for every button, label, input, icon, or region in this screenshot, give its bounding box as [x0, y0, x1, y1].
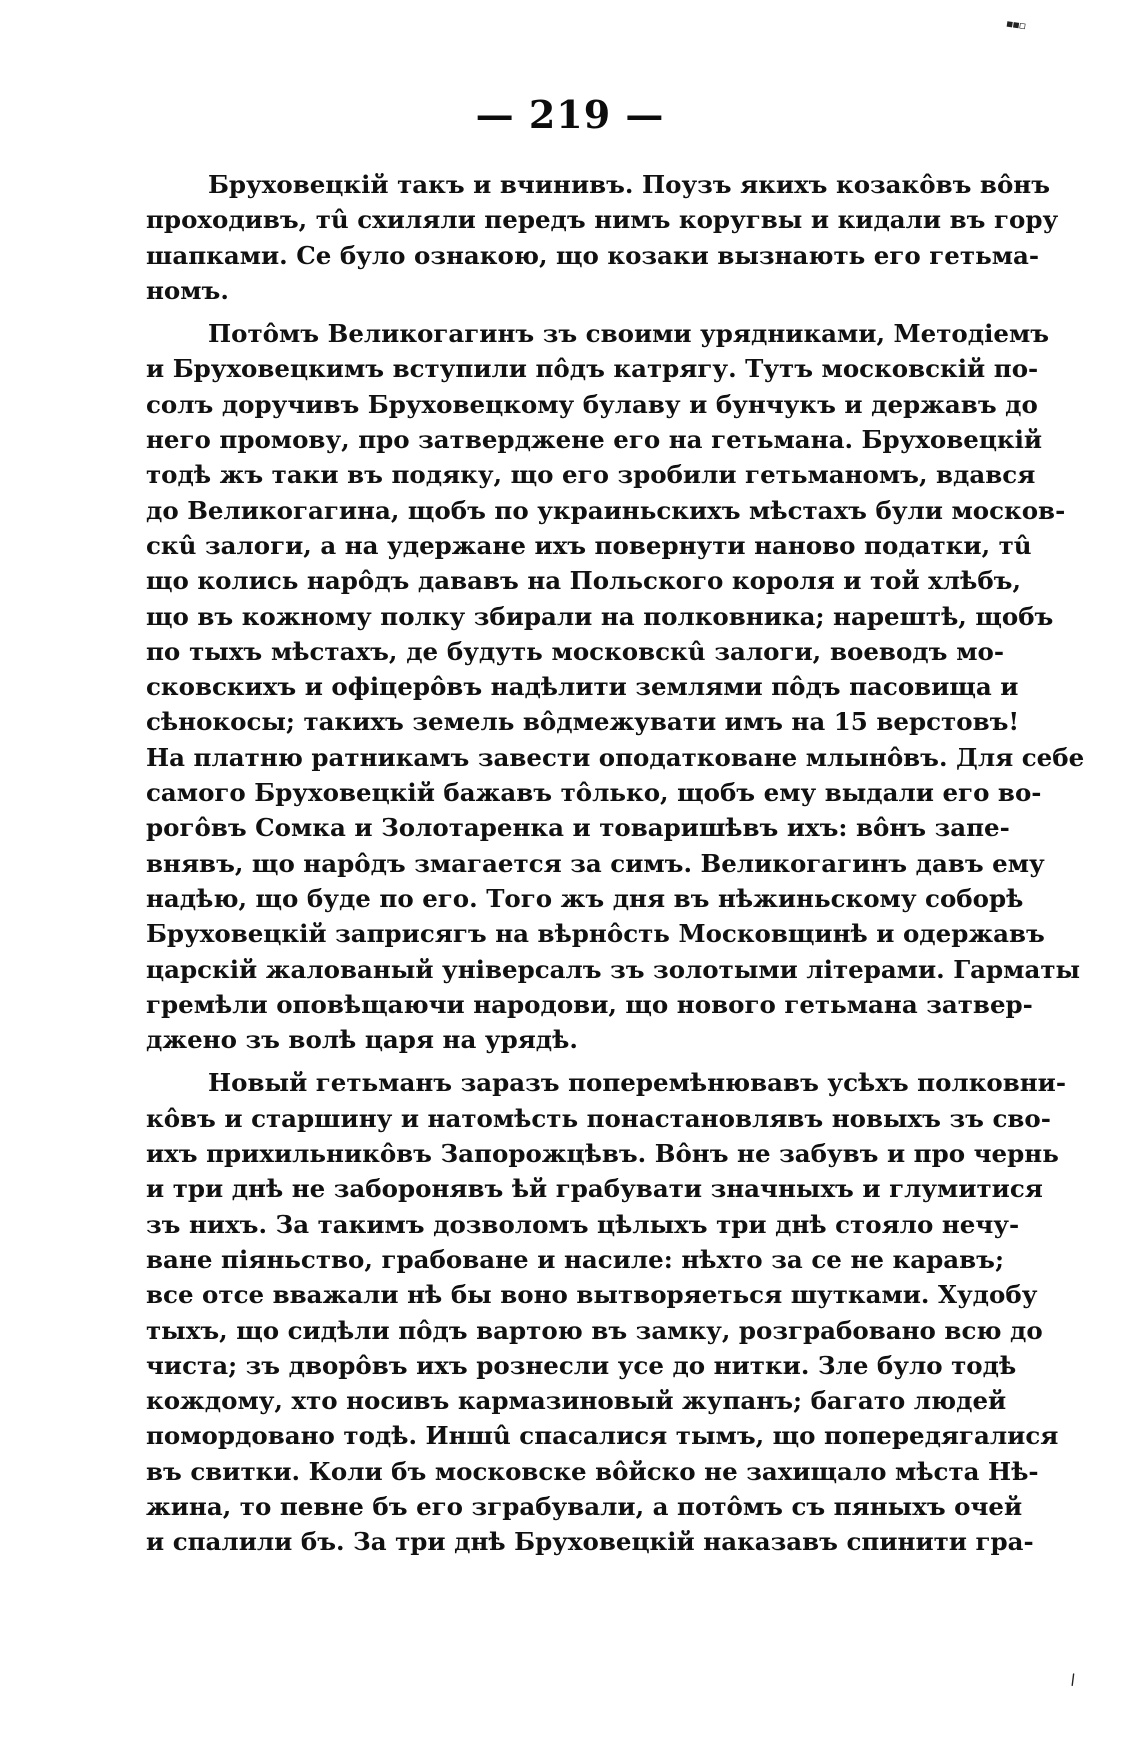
text-line: що въ кожному полку збирали на полковника; нарештѣ, щобъ — [146, 601, 1054, 631]
text-line: и три днѣ не заборонявъ ѣй грабувати значныхъ и глумитися — [146, 1174, 1043, 1204]
text-line: кождому, хто носивъ кармазиновый жупанъ; багато людей — [146, 1386, 1007, 1416]
text-line: що колись нарôдъ дававъ на Польского короля и той хлѣбъ, — [146, 566, 1021, 596]
text-line: Бруховецкій такъ и вчинивъ. Поузъ якихъ козакôвъ вôнъ — [208, 170, 1051, 199]
text-line: до Великогагина, щобъ по украиньскихъ мѣстахъ були москов- — [146, 495, 1066, 525]
text-line: жина, то певне бъ его зграбували, а потôмъ съ пяныхъ очей — [146, 1491, 1023, 1521]
text-line: самого Бруховецкій бажавъ тôлько, щобъ ему выдали его во- — [146, 778, 1042, 808]
text-line: джено зъ волѣ царя на урядѣ. — [146, 1025, 578, 1055]
ink-speck-top: ▪▪▫ — [1005, 16, 1027, 33]
text-line: Потôмъ Великогагинъ зъ своими урядниками, Методіемъ — [208, 319, 1050, 349]
text-line: тыхъ, що сидѣли пôдъ вартою въ замку, розграбовано всю до — [146, 1315, 1043, 1345]
text-line: рогôвъ Сомка и Золотаренка и товаришѣвъ ихъ: вôнъ запе- — [146, 813, 1010, 843]
text-line: На платню ратникамъ завести оподатковане млынôвъ. Для себе — [146, 742, 1085, 772]
text-line: и Бруховецкимъ вступили пôдъ катрягу. Тутъ московскій по- — [146, 354, 1039, 384]
text-line: и спалили бъ. За три днѣ Бруховецкій наказавъ спинити гра- — [146, 1527, 1034, 1557]
text-line: въ свитки. Коли бъ московске вôйско не захищало мѣста Нѣ- — [146, 1456, 1039, 1486]
text-line: гремѣли оповѣщаючи народови, що нового гетьмана затвер- — [146, 989, 1033, 1019]
text-line: по тыхъ мѣстахъ, де будуть московскû залоги, воеводъ мо- — [146, 636, 1004, 666]
page-number: — 219 — — [475, 92, 665, 137]
text-line: солъ доручивъ Бруховецкому булаву и бунчукъ и державъ до — [146, 389, 1038, 419]
text-line: Бруховецкій заприсягъ на вѣрнôсть Московщинѣ и одержавъ — [146, 919, 1045, 949]
text-line: Новый гетьманъ заразъ поперемѣнювавъ усѣхъ полковни- — [208, 1068, 1067, 1098]
text-line: скû залоги, а на удержане ихъ повернути наново податки, тû — [146, 530, 1032, 560]
text-line: него промову, про затверджене его на гетьмана. Бруховецкій — [146, 425, 1043, 455]
text-line: сѣнокосы; такихъ земель вôдмежувати имъ на 15 верстовъ! — [146, 707, 1020, 737]
page-body — [146, 167, 1085, 1560]
text-line: сковскихъ и офіцерôвъ надѣлити землями пôдъ пасовища и — [146, 672, 1019, 702]
text-line: чиста; зъ дворôвъ ихъ рознесли усе до нитки. Зле було тодѣ — [146, 1350, 1017, 1380]
paragraph-3 — [146, 1065, 1067, 1559]
ink-mark-bottom: ⸝ — [1055, 1659, 1085, 1692]
paragraph-2 — [146, 316, 1085, 1057]
text-line: зъ нихъ. За такимъ дозволомъ цѣлыхъ три днѣ стояло нечу- — [146, 1209, 1020, 1239]
text-line: все отсе вважали нѣ бы воно вытворяеться шутками. Худобу — [146, 1280, 1038, 1310]
text-line: номъ. — [146, 275, 229, 305]
text-line: тодѣ жъ таки въ подяку, що его зробили гетьманомъ, вдався — [146, 460, 1036, 490]
text-line: проходивъ, тû схиляли передъ нимъ коругвы и кидали въ гору — [146, 205, 1059, 235]
text-line: надѣю, що буде по его. Того жъ дня въ нѣжиньскому соборѣ — [146, 883, 1024, 913]
text-line: внявъ, що нарôдъ змагается за симъ. Великогагинъ давъ ему — [146, 848, 1045, 878]
text-line: царскій жалованый універсалъ зъ золотыми літерами. Гарматы — [146, 954, 1081, 984]
paragraph-1 — [146, 167, 1059, 308]
text-line: шапками. Се було ознакою, що козаки вызнають его гетьма- — [146, 240, 1040, 270]
text-line: помордовано тодѣ. Иншû спасалися тымъ, що попередягалися — [146, 1421, 1059, 1451]
text-line: кôвъ и старшину и натомѣсть понастановлявъ новыхъ зъ сво- — [146, 1103, 1051, 1133]
text-line: ване піяньство, грабоване и насиле: нѣхто за се не каравъ; — [146, 1244, 1004, 1274]
text-line: ихъ прихильникôвъ Запорожцѣвъ. Вôнъ не забувъ и про чернь — [146, 1139, 1059, 1169]
